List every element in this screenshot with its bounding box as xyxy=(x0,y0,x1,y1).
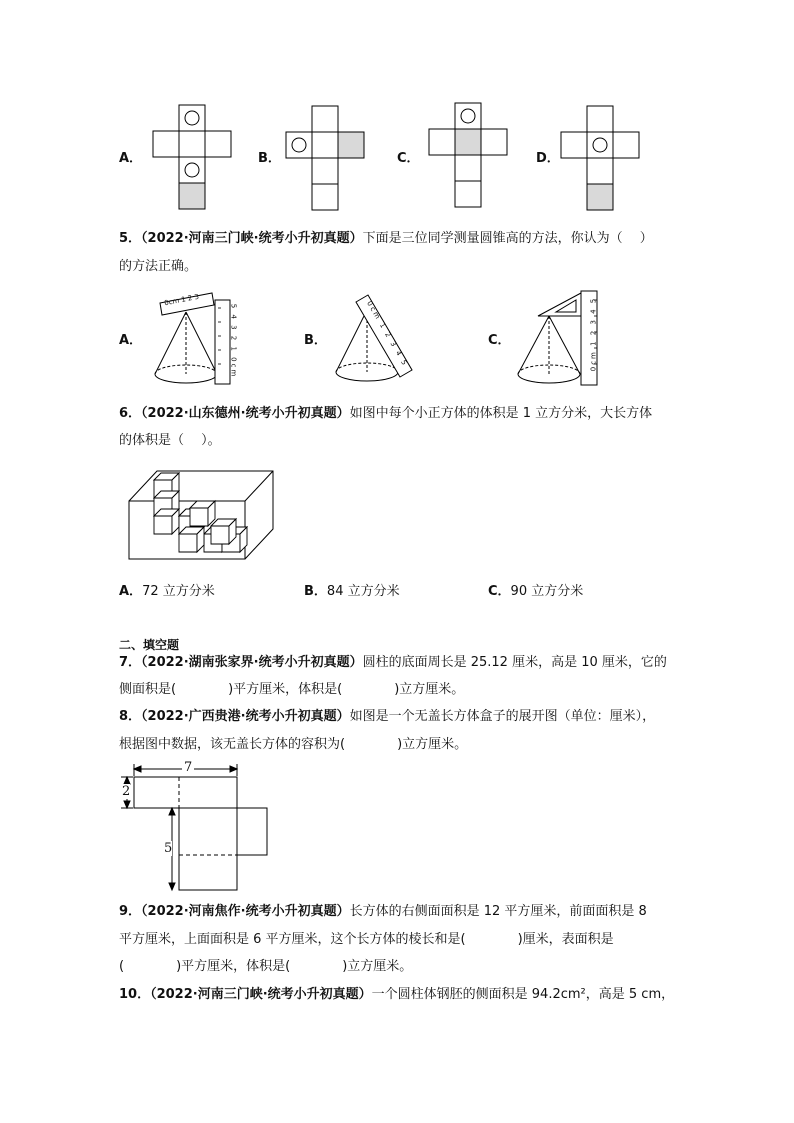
q6-option-b-label: B． xyxy=(304,584,327,599)
q5-ruler-a-top-label: 0cm 1 2 3 xyxy=(163,292,200,308)
q6-option-c-value: 90 立方分米 xyxy=(510,584,584,599)
q5-number: 5． xyxy=(119,231,142,246)
q4-option-d-label: D． xyxy=(536,151,560,166)
q7-text-line1: 圆柱的底面周长是 25.12 厘米，高是 10 厘米，它的 xyxy=(362,655,667,670)
q7-source: （2022·湖南张家界·统考小升初真题） xyxy=(141,655,363,670)
q6-number: 6． xyxy=(119,406,142,421)
q9-number: 9． xyxy=(119,904,142,919)
q9-text-line2: 平方厘米，上面面积是 6 平方厘米，这个长方体的棱长和是( )厘米，表面积是 xyxy=(119,932,614,947)
net-dimension-depth: 2 xyxy=(122,784,131,799)
net-dimension-height: 5 xyxy=(164,841,173,856)
q4-option-a-label: A． xyxy=(119,151,143,166)
q9-question xyxy=(119,904,647,920)
q10-number: 10． xyxy=(119,987,151,1002)
q7-number: 7． xyxy=(119,655,142,670)
q10-source: （2022·河南三门峡·统考小升初真题） xyxy=(150,987,372,1002)
q10-text-line1: 一个圆柱体钢胚的侧面积是 94.2cm²，高是 5 cm， xyxy=(371,987,675,1002)
q5-ruler-a-side-label: 5 4 3 2 1 0cm xyxy=(229,303,238,379)
q8-text-line2: 根据图中数据，该无盖长方体的容积为( )立方厘米。 xyxy=(119,737,468,752)
section-title-fill-in: 二、填空题 xyxy=(119,638,180,652)
q9-source: （2022·河南焦作·统考小升初真题） xyxy=(141,904,350,919)
q5-text-line2: 的方法正确。 xyxy=(119,259,198,274)
q5-option-a-label[interactable]: A． xyxy=(119,333,143,348)
q5-ruler-b-label: 0cm 1 2 3 4 5 xyxy=(365,299,410,369)
q6-option-a-value: 72 立方分米 xyxy=(142,584,215,599)
q6-text-line2: 的体积是（ ）。 xyxy=(119,433,221,448)
q6-text-line1: 如图中每个小正方体的体积是 1 立方分米，大长方体 xyxy=(349,406,653,421)
q9-text-line1: 长方体的右侧面面积是 12 平方厘米，前面面积是 8 xyxy=(349,904,647,919)
q6-option-a-label: A． xyxy=(119,584,143,599)
q5-ruler-c-label: 0cm 1 2 3 4 5 xyxy=(589,296,598,372)
net-dimension-width: 7 xyxy=(184,760,193,775)
q7-text-line2: 侧面积是( )平方厘米，体积是( )立方厘米。 xyxy=(119,682,465,697)
q9-text-line3: ( )平方厘米，体积是( )立方厘米。 xyxy=(119,959,413,974)
q8-text-line1: 如图是一个无盖长方体盒子的展开图（单位：厘米）， xyxy=(349,709,656,724)
q5-option-b-label[interactable]: B． xyxy=(304,333,327,348)
q4-option-b-label: B． xyxy=(258,151,281,166)
q10-question xyxy=(119,987,674,1003)
q5-source: （2022·河南三门峡·统考小升初真题） xyxy=(141,231,363,246)
q5-option-c-label[interactable]: C． xyxy=(488,333,511,348)
q6-option-b-value: 84 立方分米 xyxy=(326,584,400,599)
q6-source: （2022·山东德州·统考小升初真题） xyxy=(141,406,350,421)
q5-text-line1: 下面是三位同学测量圆锥高的方法，你认为（ ） xyxy=(362,231,653,246)
q8-source: （2022·广西贵港·统考小升初真题） xyxy=(141,709,350,724)
q6-option-c-label: C． xyxy=(488,584,511,599)
q4-option-c-label: C． xyxy=(397,151,420,166)
q8-number: 8． xyxy=(119,709,142,724)
